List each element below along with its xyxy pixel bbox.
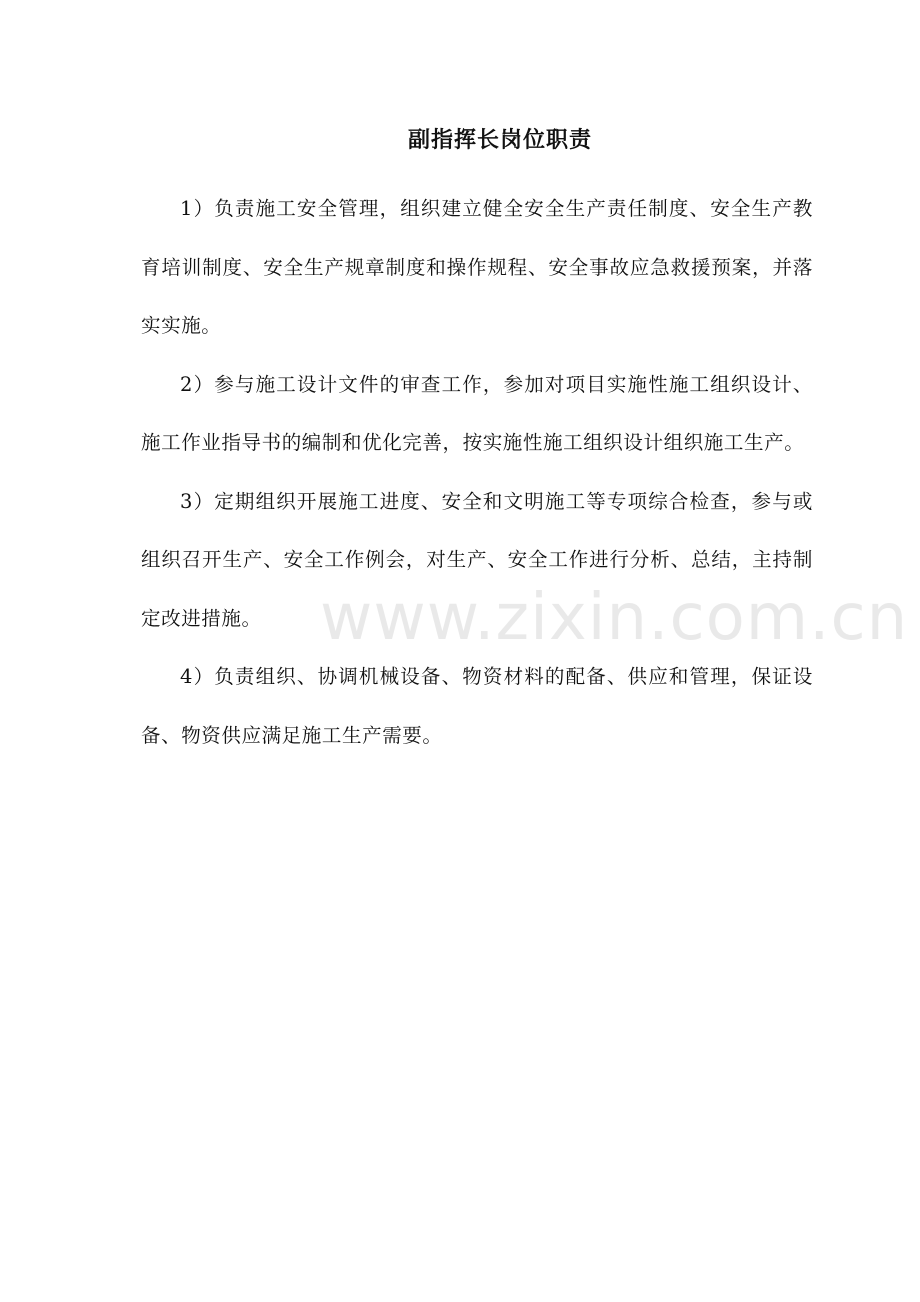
duty-paragraph-4: 4）负责组织、协调机械设备、物资材料的配备、供应和管理，保证设备、物资供应满足施工生产需要。 (141, 665, 813, 747)
duty-paragraph-2: 2）参与施工设计文件的审查工作，参加对项目实施性施工组织设计、施工作业指导书的编制和优化完善，按实施性施工组织设计组织施工生产。 (141, 372, 813, 454)
document-title: 副指挥长岗位职责 (407, 127, 592, 153)
duty-paragraph-3: 3）定期组织开展施工进度、安全和文明施工等专项综合检查，参与或组织召开生产、安全工作例会，对生产、安全工作进行分析、总结，主持制定改进措施。 (141, 489, 813, 630)
document-body (141, 180, 813, 765)
watermark-text: www.zixin.com.cn (320, 581, 909, 655)
duty-paragraph-1: 1）负责施工安全管理，组织建立健全安全生产责任制度、安全生产教育培训制度、安全生产规章制度和操作规程、安全事故应急救援预案，并落实实施。 (141, 197, 813, 337)
